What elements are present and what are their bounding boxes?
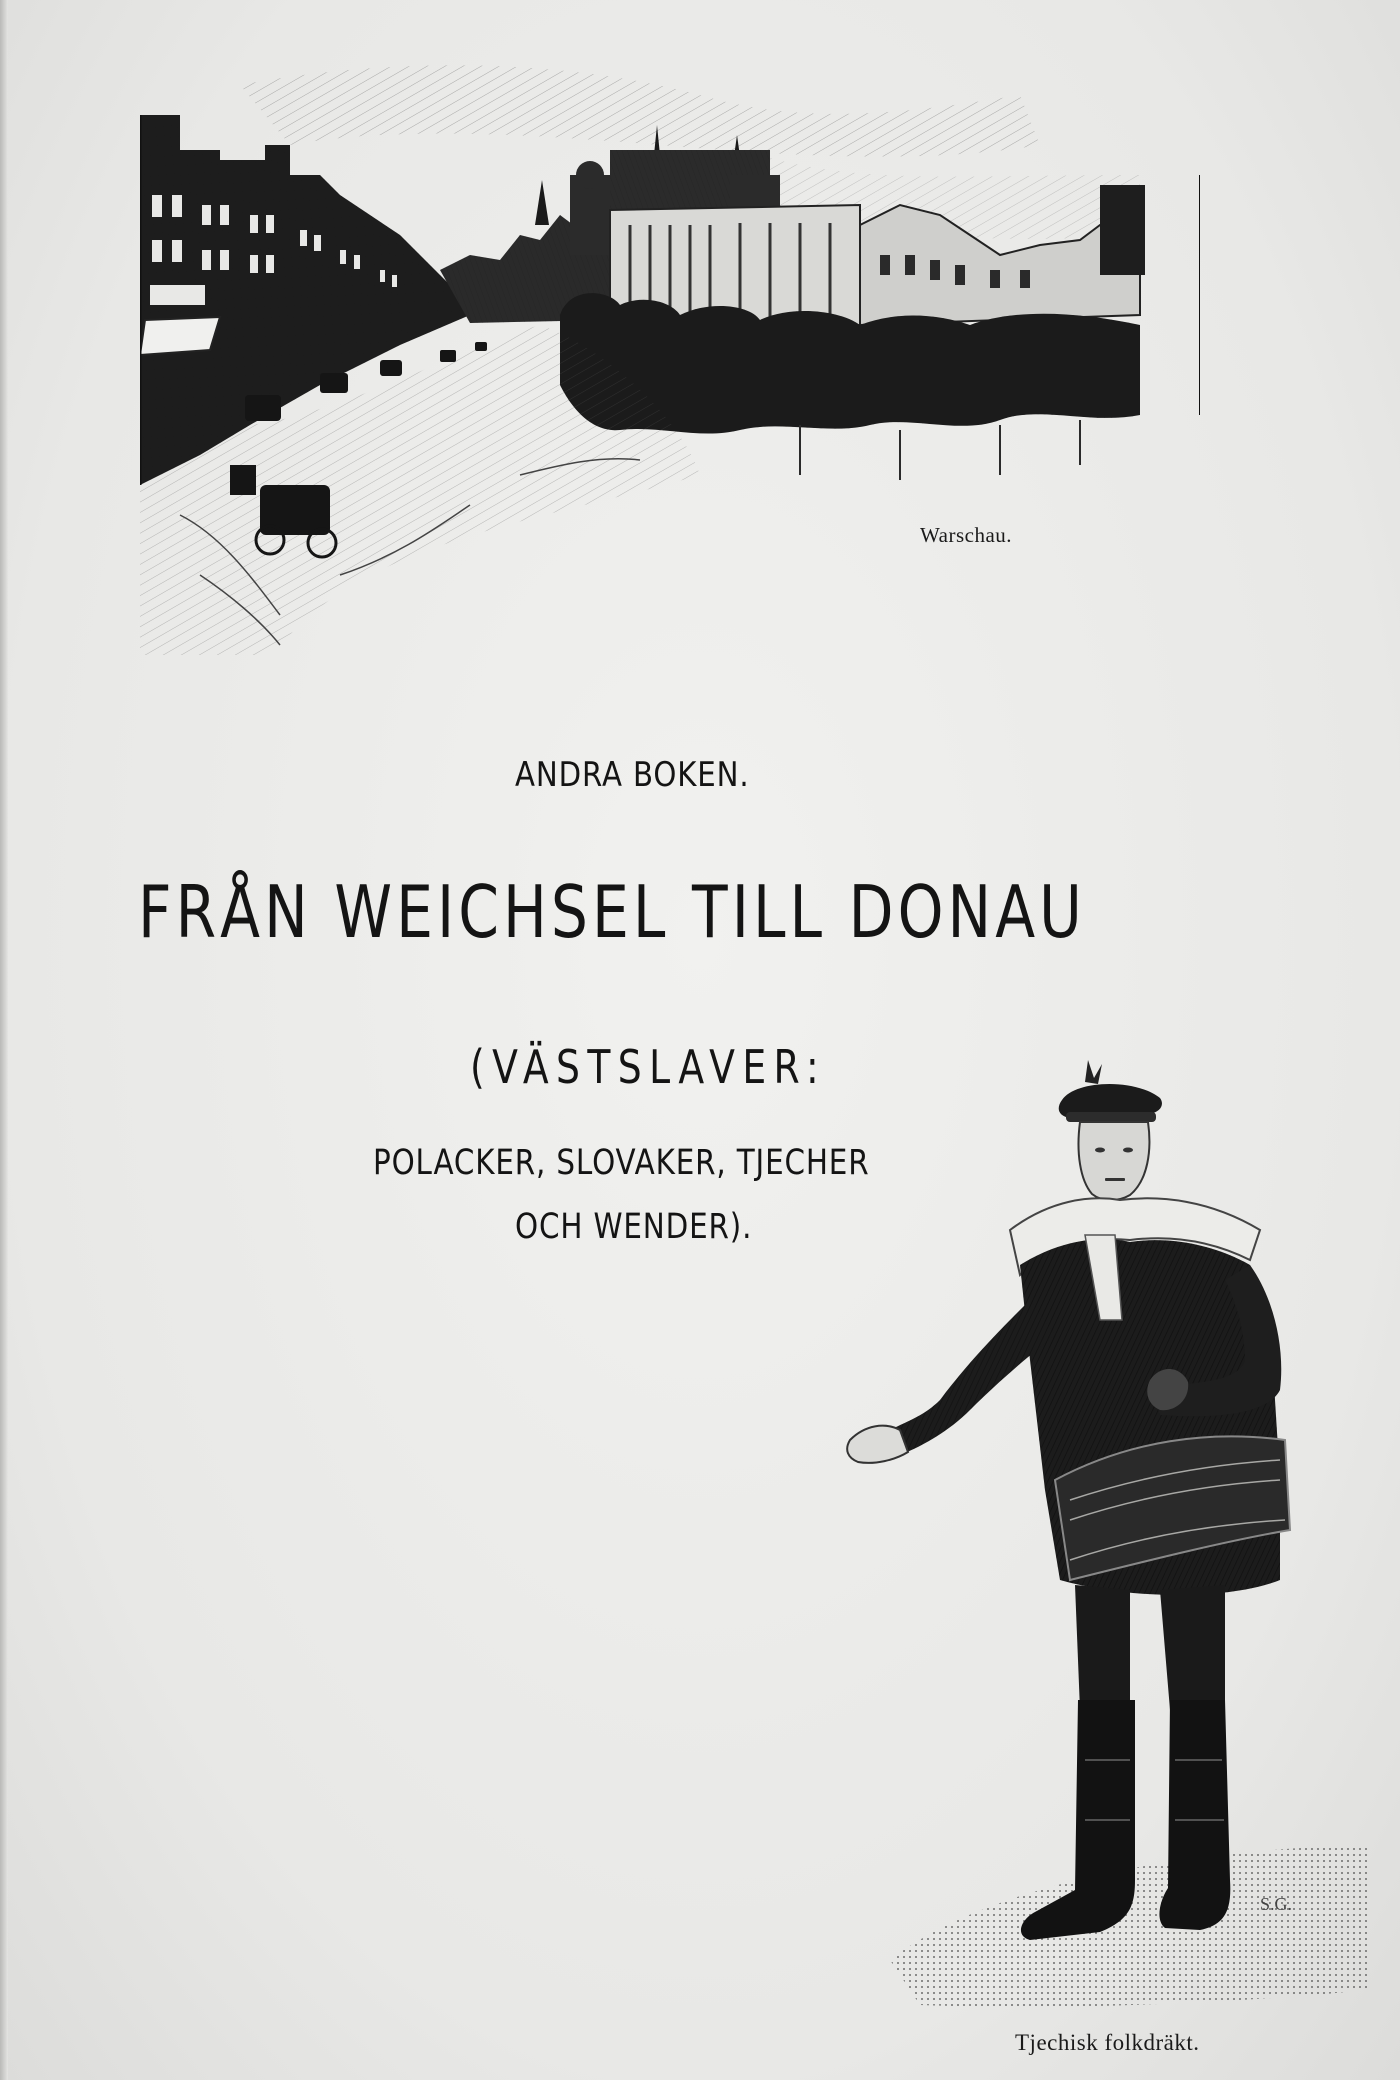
czech-folk-costume-figure (830, 1060, 1390, 2020)
subtitle: (VÄSTSLAVER: (470, 1040, 827, 1094)
page-binding-edge (0, 0, 8, 2080)
subtitle-line-2: OCH WENDER). (515, 1207, 753, 1247)
city-illustration-caption: Warschau. (920, 523, 1013, 547)
subtitle-line-1: POLACKER, SLOVAKER, TJECHER (373, 1143, 870, 1183)
main-title: FRÅN WEICHSEL TILL DONAU (138, 870, 1086, 954)
figure-illustration-caption: Tjechisk folkdräkt. (1015, 2030, 1200, 2055)
warsaw-street-engraving (140, 55, 1200, 655)
book-label: ANDRA BOKEN. (515, 755, 750, 795)
svg-text:S.G.: S.G. (1260, 1894, 1293, 1914)
